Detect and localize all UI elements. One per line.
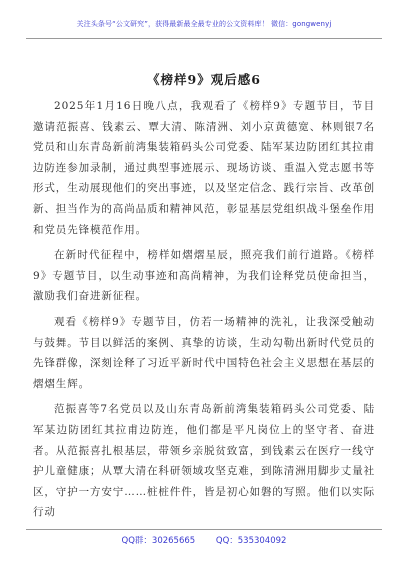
footer-contact <box>0 534 408 546</box>
paragraph: 范振喜等7名党员以及山东青岛新前湾集装箱码头公司党委、陆军某边防团红其拉甫边防连，他们都是平凡岗位上的坚守者、奋进者。从范振喜扎根基层，带领乡亲脱贫致富，到钱素云在医疗一线守护儿童健康；从覃大清在科研领域攻坚克难，到陈清洲用脚步丈量社区，守护一方安宁……桩桩件件，皆是初心如磐的写照。他们以实际行动 <box>33 403 375 519</box>
paragraph: 在新时代征程中，榜样如熠熠星辰，照亮我们前行道路。《榜样9》专题节目，以生动事迹和高尚精神，为我们诠释党员使命担当，激励我们奋进新征程。 <box>33 249 375 303</box>
footer-qq-group: QQ群：30265665 <box>121 536 196 546</box>
footer-qq-number: QQ：535304092 <box>215 536 287 546</box>
header-divider <box>26 38 382 39</box>
footer-divider <box>26 529 382 530</box>
paragraph: 2025年1月16日晚八点，我观看了《榜样9》专题节目，节目邀请范振喜、钱素云、覃大清、陈清洲、刘小京黄德宽、林则银7名党员和山东青岛新前湾集装箱码头公司党委、陆军某边防团红其拉甫边防连参加录制，通过典型事迹展示、现场访谈、重温入党志愿书等形式，生动展现他们的突出事迹，以及坚定信念、践行宗旨、改革创新、担当作为的高尚品质和精神风范，彰显基层党组织战斗堡垒作用和党员先锋模范作用。 <box>33 100 375 236</box>
document-body <box>33 96 375 528</box>
document-title: 《榜样9》观后感6 <box>147 72 261 87</box>
header-notice: 关注头条号“公文研究”，获得最新最全最专业的公文资料库！ 微信：gongwenyj <box>76 20 332 28</box>
paragraph: 观看《榜样9》专题节目，仿若一场精神的洗礼，让我深受触动与鼓舞。节目以鲜活的案例、真挚的访谈，生动勾勒出新时代党员的先锋群像，深刻诠释了习近平新时代中国特色社会主义思想在基层的熠熠生辉。 <box>33 315 375 390</box>
